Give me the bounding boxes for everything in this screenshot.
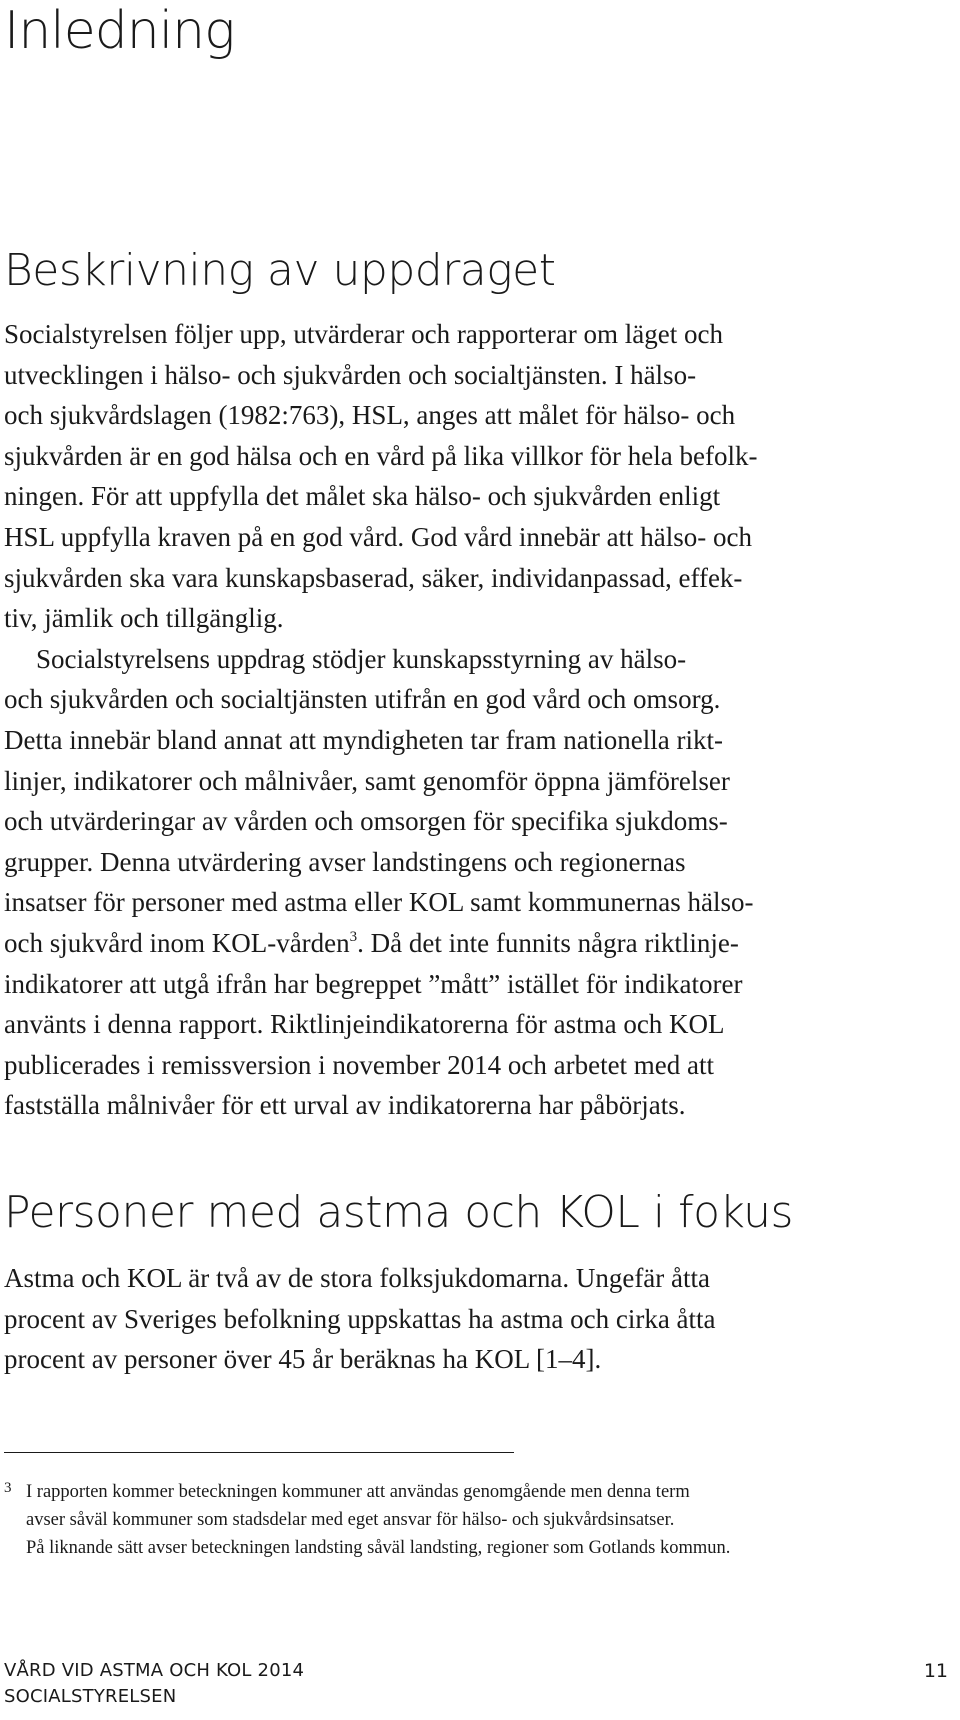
text-line: utvecklingen i hälso- och sjukvården och socialtjänsten. I hälso- <box>4 359 697 390</box>
page-footer <box>4 1658 304 1710</box>
section-description-body <box>4 314 929 1126</box>
page-number: 11 <box>923 1660 948 1682</box>
text-line: ningen. För att uppfylla det målet ska hälso- och sjukvården enligt <box>4 481 721 512</box>
text-line: Socialstyrelsen följer upp, utvärderar och rapporterar om läget och <box>4 319 723 349</box>
text-segment: . Då det inte funnits några riktlinje- <box>357 927 739 958</box>
text-line: procent av Sveriges befolkning uppskattas ha astma och cirka åtta <box>4 1303 716 1334</box>
text-line: och sjukvården och socialtjänsten utifrån en god vård och omsorg. <box>4 684 721 715</box>
text-line: indikatorer att utgå ifrån har begreppet ”mått” istället för indikatorer <box>4 968 743 999</box>
text-segment: och sjukvård inom KOL-vården <box>4 927 350 958</box>
footnote-line: avser såväl kommuner som stadsdelar med eget ansvar för hälso- och sjukvårdsinsatser. <box>26 1510 675 1530</box>
text-line: Socialstyrelsens uppdrag stödjer kunskapsstyrning av hälso- <box>36 643 687 674</box>
footnote-reference[interactable]: 3 <box>349 928 358 945</box>
section-heading-description: Beskrivning av uppdraget <box>4 245 556 296</box>
footnote-line: På liknande sätt avser beteckningen landsting såväl landsting, regioner som Gotlands kommun. <box>26 1538 731 1558</box>
text-line: sjukvården är en god hälsa och en vård på lika villkor för hela befolk- <box>4 440 758 471</box>
footer-report-title: VÅRD VID ASTMA OCH KOL 2014 <box>4 1660 305 1681</box>
text-line: använts i denna rapport. Riktlinjeindikatorerna för astma och KOL <box>4 1009 725 1040</box>
text-line: linjer, indikatorer och målnivåer, samt genomför öppna jämförelser <box>4 765 730 796</box>
text-line: Astma och KOL är två av de stora folksjukdomarna. Ungefär åtta <box>4 1263 711 1293</box>
text-line: grupper. Denna utvärdering avser landstingens och regionernas <box>4 846 686 877</box>
text-line: publicerades i remissversion i november 2014 och arbetet med att <box>4 1049 715 1080</box>
text-line: procent av personer över 45 år beräknas ha KOL [1–4]. <box>4 1344 602 1375</box>
footnote-line: I rapporten kommer beteckningen kommuner att användas genomgående men denna term <box>26 1482 690 1502</box>
footer-publisher: SOCIALSTYRELSEN <box>4 1686 177 1707</box>
text-line: fastställa målnivåer för ett urval av indikatorerna har påbörjats. <box>4 1090 686 1121</box>
text-line: och sjukvårdslagen (1982:763), HSL, anges att målet för hälso- och <box>4 400 736 431</box>
text-line: och utvärderingar av vården och omsorgen för specifika sjukdoms- <box>4 806 728 837</box>
section-focus-body <box>4 1258 929 1380</box>
text-line-with-footnote <box>4 923 929 964</box>
page-title: Inledning <box>4 1 235 61</box>
text-line: HSL uppfylla kraven på en god vård. God vård innebär att hälso- och <box>4 521 753 552</box>
footnote-divider <box>4 1452 514 1453</box>
text-line: insatser för personer med astma eller KOL samt kommunernas hälso- <box>4 887 754 918</box>
footnote-text <box>4 1478 934 1562</box>
text-line: sjukvården ska vara kunskapsbaserad, säker, individanpassad, effek- <box>4 562 743 593</box>
section-heading-focus: Personer med astma och KOL i fokus <box>4 1187 793 1238</box>
text-line: Detta innebär bland annat att myndigheten tar fram nationella rikt- <box>4 724 723 755</box>
footnote <box>4 1478 934 1562</box>
footnote-number: 3 <box>4 1480 12 1496</box>
text-line: tiv, jämlik och tillgänglig. <box>4 603 284 634</box>
